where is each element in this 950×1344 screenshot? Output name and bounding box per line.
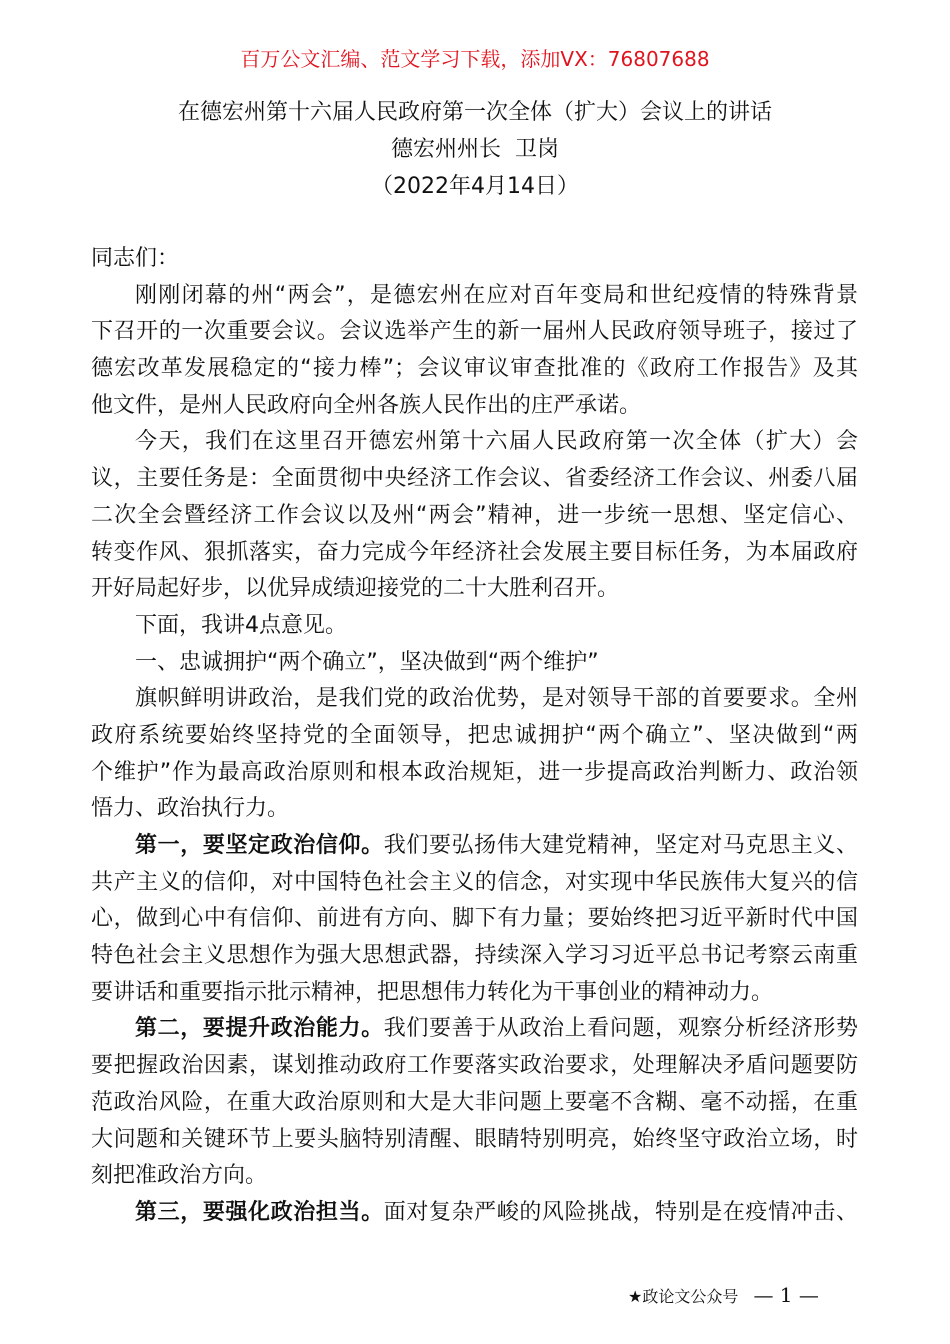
paragraph [91, 278, 858, 425]
line-text: 悟力、政治执行力。 [91, 796, 290, 822]
line-text: 个维护”作为最高政治原则和根本政治规矩，进一步提高政治判断力、政治领 [91, 759, 858, 785]
text-line [91, 681, 858, 718]
text-line [91, 278, 858, 315]
text-line [91, 901, 858, 938]
paragraph [91, 424, 858, 607]
text-line [91, 1085, 858, 1122]
line-text: 我们要弘扬伟大建党精神，坚定对马克思主义、 [383, 833, 858, 858]
document-title-block [0, 94, 950, 205]
text-line [91, 1048, 858, 1085]
paragraph [91, 241, 858, 278]
text-line [91, 938, 858, 975]
text-line [91, 314, 858, 351]
line-text: 下召开的一次重要会议。会议选举产生的新一届州人民政府领导班子，接过了 [91, 319, 858, 345]
text-line [91, 461, 858, 498]
paragraph [91, 828, 858, 1011]
line-text: 大问题和关键环节上要头脑特别清醒、眼睛特别明亮，始终坚守政治立场，时 [91, 1126, 858, 1152]
line-text: 要讲话和重要指示批示精神，把思想伟力转化为干事创业的精神动力。 [91, 979, 774, 1005]
line-text: 开好局起好步，以优异成绩迎接党的二十大胜利召开。 [91, 576, 620, 602]
line-text: 一、忠诚拥护“两个确立”，坚决做到“两个维护” [135, 649, 599, 675]
line-text: 面对复杂严峻的风险挑战，特别是在疫情冲击、 [383, 1199, 858, 1225]
document-title: 在德宏州第十六届人民政府第一次全体（扩大）会议上的讲话 [177, 100, 772, 125]
speech-date: （2022年4月14日） [371, 174, 579, 199]
text-line [91, 351, 858, 388]
text-line [91, 1011, 858, 1048]
page-footer [628, 1283, 819, 1309]
line-text: 刻把准政治方向。 [91, 1163, 268, 1189]
text-line [91, 388, 858, 425]
paragraph [91, 1011, 858, 1194]
paragraph-lead: 第一，要坚定政治信仰。 [135, 833, 384, 858]
line-text: 特色社会主义思想作为强大思想武器，持续深入学习习近平总书记考察云南重 [91, 943, 858, 969]
text-line [91, 645, 858, 682]
line-text: 我们要善于从政治上看问题，观察分析经济形势 [383, 1016, 858, 1042]
text-line [91, 1195, 858, 1232]
text-line [91, 1122, 858, 1159]
text-line [91, 791, 858, 828]
text-line [91, 241, 858, 278]
line-text: 今天，我们在这里召开德宏州第十六届人民政府第一次全体（扩大）会 [135, 429, 858, 455]
line-text: 要把握政治因素，谋划推动政府工作要落实政治要求，处理解决矛盾问题要防 [91, 1053, 858, 1079]
paragraph [91, 681, 858, 828]
text-line [91, 571, 858, 608]
text-line [91, 1158, 858, 1195]
text-line [91, 718, 858, 755]
text-line [91, 755, 858, 792]
line-text: 德宏改革发展稳定的“接力棒”；会议审议审查批准的《政府工作报告》及其 [91, 356, 858, 382]
line-text: 二次全会暨经济工作会议以及州“两会”精神，进一步统一思想、坚定信心、 [91, 502, 858, 528]
line-text: 同志们： [91, 246, 180, 271]
line-text: 政府系统要始终坚持党的全面领导，把忠诚拥护“两个确立”、坚决做到“两 [91, 722, 858, 748]
document-body [91, 241, 858, 1232]
text-line [91, 865, 858, 902]
line-text: 刚刚闭幕的州“两会”，是德宏州在应对百年变局和世纪疫情的特殊背景 [135, 282, 858, 308]
paragraph [91, 645, 858, 682]
text-line [91, 424, 858, 461]
paragraph-lead: 第三，要强化政治担当。 [135, 1199, 384, 1225]
text-line [91, 498, 858, 535]
paragraph [91, 608, 858, 645]
paragraph-lead: 第二，要提升政治能力。 [135, 1016, 384, 1042]
download-banner: 百万公文汇编、范文学习下载，添加VX：76807688 [240, 47, 710, 71]
line-text: 共产主义的信仰，对中国特色社会主义的信念，对实现中华民族伟大复兴的信 [91, 869, 858, 895]
paragraph [91, 1195, 858, 1232]
text-line [91, 608, 858, 645]
line-text: 转变作风、狠抓落实，奋力完成今年经济社会发展主要目标任务，为本届政府 [91, 539, 858, 565]
line-text: 他文件，是州人民政府向全州各族人民作出的庄严承诺。 [91, 392, 642, 418]
speaker-line: 德宏州州长 卫岗 [391, 137, 559, 162]
text-line [91, 535, 858, 572]
page-number: — 1 — [753, 1283, 819, 1307]
line-text: 范政治风险，在重大政治原则和大是大非问题上要毫不含糊、毫不动摇，在重 [91, 1089, 858, 1115]
text-line [91, 828, 858, 865]
line-text: 心，做到心中有信仰、前进有方向、脚下有力量；要始终把习近平新时代中国 [91, 906, 858, 932]
line-text: 下面，我讲4点意见。 [135, 612, 347, 638]
line-text: 旗帜鲜明讲政治，是我们党的政治优势，是对领导干部的首要要求。全州 [135, 686, 858, 712]
footer-source: ★政论文公众号 [628, 1287, 739, 1306]
text-line [91, 975, 858, 1012]
line-text: 议，主要任务是：全面贯彻中央经济工作会议、省委经济工作会议、州委八届 [91, 466, 858, 492]
